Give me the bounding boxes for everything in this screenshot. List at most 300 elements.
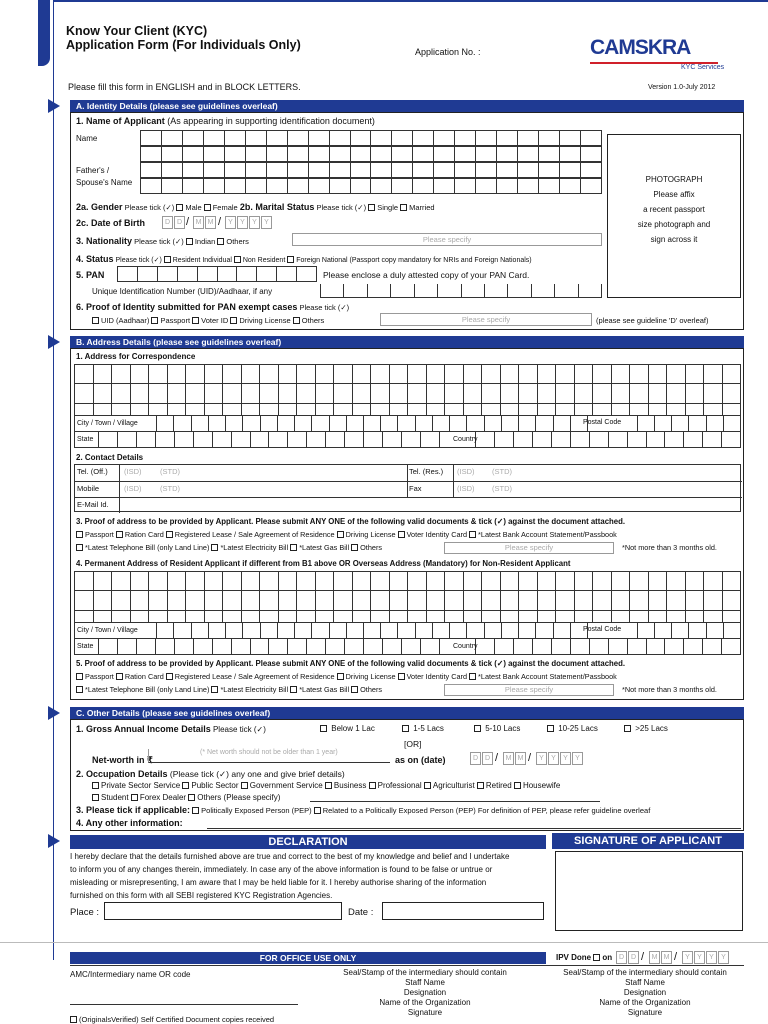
left-accent-bar: [38, 0, 50, 66]
poi-others-checkbox[interactable]: [293, 317, 300, 324]
occ-others-cb[interactable]: [188, 794, 195, 801]
name-label: Name: [76, 134, 98, 143]
name-grid-1[interactable]: [140, 130, 602, 146]
date-input[interactable]: [382, 902, 544, 920]
seal2-signature: Signature: [627, 1008, 663, 1017]
income-opt-1: [320, 724, 375, 733]
office-title: FOR OFFICE USE ONLY: [259, 953, 357, 963]
fax-isd[interactable]: (ISD): [457, 484, 475, 493]
occ-row: [76, 769, 345, 780]
occ-retired-cb[interactable]: [477, 782, 484, 789]
income-opt-2: [402, 724, 444, 733]
postal1-label: Postal Code: [583, 419, 622, 426]
or-text: [OR]: [404, 739, 422, 749]
nationality-label: 3. Nationality: [76, 236, 133, 246]
mobile-isd[interactable]: (ISD): [124, 484, 142, 493]
name-grid-2[interactable]: [140, 146, 602, 162]
amc-label: AMC/Intermediary name OR code: [70, 970, 191, 979]
pep-note: For definition of PEP, please refer guideline overleaf: [477, 806, 651, 815]
decl-line-3: misleading or misrepresenting, I am aware that I may be held liable for it. I hereby authorise sharing of the information: [70, 878, 487, 887]
ipv-on: on: [602, 953, 613, 962]
ipv-m1: M: [649, 951, 660, 964]
p3-ration: Ration Card: [124, 530, 164, 539]
city1-label: City / Town / Village: [77, 420, 138, 427]
address2-grid-1[interactable]: [74, 571, 741, 591]
male-label: Male: [185, 203, 202, 212]
occ-label: 2. Occupation Details: [76, 769, 168, 779]
seal2-org: Name of the Organization: [599, 998, 691, 1007]
income-4: 10-25 Lacs: [558, 724, 598, 733]
asof-m2: M: [515, 752, 526, 765]
declaration-arrow-icon: [48, 834, 60, 848]
office-header: [70, 952, 546, 964]
occ-student: Student: [101, 793, 129, 802]
ipv-d1: D: [616, 951, 627, 964]
section-c-arrow-icon: [48, 706, 60, 720]
mobile-label: Mobile: [77, 484, 100, 493]
originals-text: (OriginalsVerified) Self Certified Document copies received: [79, 1015, 275, 1024]
nonresident-label: Non Resident: [242, 257, 286, 264]
asof-slash-1: /: [495, 752, 499, 764]
as-on-label: as on (date): [395, 755, 446, 765]
poi-dl-checkbox[interactable]: [230, 317, 237, 324]
p5-elec-cb[interactable]: [211, 686, 218, 693]
fax-std[interactable]: (STD): [492, 484, 512, 493]
female-label: Female: [212, 203, 238, 212]
asof-m1: M: [503, 752, 514, 765]
q6-tick: Please tick (✓): [299, 303, 350, 312]
poi-specify-input[interactable]: [380, 313, 592, 326]
seal1-signature: Signature: [407, 1008, 443, 1017]
application-no-input[interactable]: [490, 44, 580, 58]
dob-d1: D: [162, 216, 173, 229]
gender-tick-note: Please tick (✓): [124, 203, 175, 212]
p5-bank: *Latest Bank Account Statement/Passbook: [478, 672, 617, 681]
occ-student-cb[interactable]: [92, 794, 99, 801]
p3-elec: *Latest Electricity Bill: [220, 543, 289, 552]
dob-slash-2: /: [218, 216, 222, 228]
poi-dl-label: Driving License: [239, 316, 291, 325]
poi-note: (please see guideline 'D' overleaf): [596, 316, 709, 325]
q1-label: 1. Name of Applicant (As appearing in supporting identification document): [76, 116, 375, 126]
state1-label: State: [77, 436, 94, 443]
place-label: Place :: [70, 907, 100, 918]
indian-label: Indian: [194, 237, 216, 246]
proof5-specify-input[interactable]: [444, 684, 614, 696]
gender-label: 2a. Gender: [76, 202, 123, 212]
status-tick: Please tick (✓): [115, 257, 162, 264]
address1-grid-1[interactable]: [74, 364, 741, 384]
ipv-day[interactable]: [616, 951, 640, 964]
tel-res-label: Tel. (Res.): [409, 467, 444, 476]
proof5-row2: [76, 685, 382, 694]
proof3-row2: [76, 543, 382, 552]
occ-professional-cb[interactable]: [369, 782, 376, 789]
p3-others-cb[interactable]: [351, 544, 358, 551]
father-label-1: Father's /: [76, 166, 110, 175]
city1-grid[interactable]: [74, 416, 741, 432]
ipv-y2: Y: [694, 951, 705, 964]
address2-grid-2[interactable]: [74, 591, 741, 611]
signature-header: [552, 833, 744, 849]
p3-tel: *Latest Telephone Bill (only Land Line): [85, 543, 210, 552]
resident-label: Resident Individual: [172, 257, 232, 264]
ipv-text: IPV Done: [556, 953, 592, 962]
networth-placeholder: (* Net worth should not be older than 1 year): [200, 749, 338, 756]
occ-note: (Please tick (✓) any one and give brief details): [169, 769, 345, 779]
income-5-cb[interactable]: [624, 725, 631, 732]
income-row: [76, 724, 266, 734]
pep-row: [76, 805, 650, 815]
p3-passport-cb[interactable]: [76, 531, 83, 538]
p5-dl: Driving License: [345, 672, 396, 681]
occ-agri-cb[interactable]: [424, 782, 431, 789]
photo-line-3: size photograph and: [637, 220, 711, 229]
p5-elec: *Latest Electricity Bill: [220, 685, 289, 694]
instruction-text: Please fill this form in ENGLISH and in BLOCK LETTERS.: [68, 82, 301, 92]
male-checkbox[interactable]: [176, 204, 183, 211]
p3-dl: Driving License: [345, 530, 396, 539]
nationality-row: [76, 236, 249, 246]
father-grid-1[interactable]: [140, 162, 602, 178]
proof3-row1: [76, 530, 617, 539]
status-label: 4. Status: [76, 254, 114, 264]
ipv-m2: M: [661, 951, 672, 964]
ipv-month[interactable]: [649, 951, 673, 964]
dob-y1: Y: [225, 216, 236, 229]
amc-input[interactable]: [70, 1004, 298, 1005]
p5-others: Others: [360, 685, 383, 694]
asof-y3: Y: [560, 752, 571, 765]
dob-y4: Y: [261, 216, 272, 229]
others-nat-label: Others: [226, 237, 249, 246]
status-row: [76, 254, 532, 264]
p3-voter-cb[interactable]: [398, 531, 405, 538]
p3-lease: Registered Lease / Sale Agreement of Residence: [174, 530, 335, 539]
poi-specify-ph: Please specify: [461, 315, 511, 324]
income-opt-4: [547, 724, 598, 733]
income-5: >25 Lacs: [635, 724, 668, 733]
occ-row1: [92, 781, 560, 790]
asof-day[interactable]: [470, 752, 494, 765]
p3-elec-cb[interactable]: [211, 544, 218, 551]
pep1: Politically Exposed Person (PEP): [201, 806, 312, 815]
p5-bank-cb[interactable]: [469, 673, 476, 680]
poi-row: [92, 316, 324, 325]
email-label: E-Mail Id.: [77, 500, 109, 509]
income-4-cb[interactable]: [547, 725, 554, 732]
photograph-box[interactable]: [607, 134, 741, 298]
p5-gas: *Latest Gas Bill: [299, 685, 350, 694]
seal2-staff: Staff Name: [625, 978, 665, 987]
seal1-designation: Designation: [403, 988, 447, 997]
seal2-designation: Designation: [623, 988, 667, 997]
ipv-checkbox[interactable]: [593, 954, 600, 961]
p5-passport: Passport: [85, 672, 114, 681]
declaration-title: DECLARATION: [268, 836, 348, 848]
application-no-label: Application No. :: [415, 47, 481, 57]
pep2-cb[interactable]: [314, 807, 321, 814]
dob-m2: M: [205, 216, 216, 229]
q6-label: 6. Proof of Identity submitted for PAN exempt cases: [76, 302, 298, 312]
mobile-std[interactable]: (STD): [160, 484, 180, 493]
other-info-input[interactable]: [207, 828, 741, 829]
p3-dl-cb[interactable]: [337, 531, 344, 538]
decl-line-2: to inform you of any changes therein, immediately. In case any of the above information is found to be false or untrue or: [70, 865, 493, 874]
asof-y2: Y: [548, 752, 559, 765]
left-accent-line: [53, 0, 54, 960]
form-title-line1: Know Your Client (KYC): [66, 24, 208, 38]
dob-y3: Y: [249, 216, 260, 229]
poi-others-label: Others: [301, 316, 325, 325]
pan-label: 5. PAN: [76, 270, 105, 280]
occ-public: Public Sector: [191, 781, 239, 790]
poi-passport-label: Passport: [160, 316, 191, 325]
signature-title: SIGNATURE OF APPLICANT: [574, 835, 722, 847]
indian-checkbox[interactable]: [186, 238, 193, 245]
photo-title: PHOTOGRAPH: [645, 175, 703, 184]
office-divider: [0, 942, 768, 943]
pep2: Related to a Politically Exposed Person (PEP): [322, 806, 476, 815]
occ-private-cb[interactable]: [92, 782, 99, 789]
nationality-tick: Please tick (✓): [134, 237, 184, 246]
income-opt-3: [474, 724, 520, 733]
others-nat-checkbox[interactable]: [217, 238, 224, 245]
marital-label: 2b. Marital Status: [239, 202, 315, 212]
p5-ration: Ration Card: [124, 672, 164, 681]
p5-passport-cb[interactable]: [76, 673, 83, 680]
dob-m1: M: [193, 216, 204, 229]
originals-row: [70, 1015, 274, 1024]
p3-voter: Voter Identity Card: [406, 530, 468, 539]
uid-label: Unique Identification Number (UID)/Aadhaar, if any: [92, 287, 273, 296]
proof3-specify-ph: Please specify: [504, 543, 554, 552]
ipv-y3: Y: [706, 951, 717, 964]
nonresident-checkbox[interactable]: [234, 256, 241, 263]
dob-day[interactable]: [162, 216, 186, 229]
dob-label: 2c. Date of Birth: [76, 218, 146, 228]
p3-lease-cb[interactable]: [166, 531, 173, 538]
asof-y1: Y: [536, 752, 547, 765]
occ-business-cb[interactable]: [325, 782, 332, 789]
dob-d2: D: [174, 216, 185, 229]
occ-housewife-cb[interactable]: [514, 782, 521, 789]
nationality-specify-input[interactable]: [292, 233, 602, 246]
income-3: 5-10 Lacs: [485, 724, 521, 733]
networth-label: Net-worth in ₹: [92, 755, 153, 765]
ipv-y1: Y: [682, 951, 693, 964]
single-label: Single: [377, 203, 399, 212]
city2-grid[interactable]: [74, 623, 741, 639]
asof-year[interactable]: [536, 752, 584, 765]
p3-gas: *Latest Gas Bill: [299, 543, 350, 552]
income-1-cb[interactable]: [320, 725, 327, 732]
dob-y2: Y: [237, 216, 248, 229]
poi-voter-label: Voter ID: [201, 316, 229, 325]
photo-line-2: a recent passport: [643, 205, 705, 214]
section-b-header: B. Address Details (please see guidelines overleaf): [70, 336, 744, 348]
occ-business: Business: [333, 781, 367, 790]
contact-label: 2. Contact Details: [76, 453, 144, 462]
married-label: Married: [409, 203, 435, 212]
proof3-specify-input[interactable]: [444, 542, 614, 554]
b1-label: 1. Address for Correspondence: [76, 352, 196, 361]
other-info-label: 4. Any other information:: [76, 818, 183, 828]
tel-res-std[interactable]: (STD): [492, 467, 512, 476]
form-title-line2: Application Form (For Individuals Only): [66, 38, 301, 52]
occ-retired: Retired: [485, 781, 512, 790]
date-label: Date :: [348, 907, 374, 918]
poi-uid-label: UID (Aadhaar): [101, 316, 150, 325]
foreign-label: Foreign National (Passport copy mandatory for NRIs and Foreign Nationals): [296, 257, 532, 264]
seal1-org: Name of the Organization: [379, 998, 471, 1007]
place-input[interactable]: [104, 902, 342, 920]
proof3-note: *Not more than 3 months old.: [622, 543, 717, 552]
p5-tel: *Latest Telephone Bill (only Land Line): [85, 685, 210, 694]
section-a-arrow-icon: [48, 99, 60, 113]
occ-forex: Forex Dealer: [139, 793, 187, 802]
income-opt-5: [624, 724, 668, 733]
p5-others-cb[interactable]: [351, 686, 358, 693]
photo-line-4: sign across it: [650, 235, 698, 244]
tel-res-isd[interactable]: (ISD): [457, 467, 475, 476]
female-checkbox[interactable]: [204, 204, 211, 211]
income-tick: Please tick (✓): [212, 725, 266, 734]
p5-voter: Voter Identity Card: [406, 672, 468, 681]
proof5-specify-ph: Please specify: [504, 685, 554, 694]
p5-lease: Registered Lease / Sale Agreement of Residence: [174, 672, 335, 681]
p3-passport: Passport: [85, 530, 114, 539]
occ-forex-cb[interactable]: [131, 794, 138, 801]
p5-voter-cb[interactable]: [398, 673, 405, 680]
poi-uid-checkbox[interactable]: [92, 317, 99, 324]
signature-box[interactable]: [555, 851, 743, 931]
originals-cb[interactable]: [70, 1016, 77, 1023]
section-a-header: A. Identity Details (please see guidelines overleaf): [70, 100, 744, 112]
ipv-label: [556, 953, 612, 962]
pan-note: Please enclose a duly attested copy of your PAN Card.: [323, 270, 530, 280]
address1-grid-3[interactable]: [74, 404, 741, 416]
married-checkbox[interactable]: [400, 204, 407, 211]
q6-row: [76, 302, 349, 312]
uid-grid[interactable]: [320, 284, 602, 298]
asof-slash-2: /: [528, 752, 532, 764]
p5-lease-cb[interactable]: [166, 673, 173, 680]
p5-dl-cb[interactable]: [337, 673, 344, 680]
b4-label: 4. Permanent Address of Resident Applicant if different from B1 above OR Overseas Address (Mandatory) for Non-Resident Applicant: [76, 559, 571, 568]
asof-d1: D: [470, 752, 481, 765]
seal2-title: Seal/Stamp of the intermediary should contain: [563, 968, 727, 977]
resident-checkbox[interactable]: [164, 256, 171, 263]
income-2-cb[interactable]: [402, 725, 409, 732]
address1-grid-2[interactable]: [74, 384, 741, 404]
proof5-label: 5. Proof of address to be provided by Applicant. Please submit ANY ONE of the following valid documents & tick (✓) against the document attached.: [76, 659, 626, 668]
father-grid-2[interactable]: [140, 178, 602, 194]
state2-grid[interactable]: [74, 639, 741, 655]
p3-others: Others: [360, 543, 383, 552]
occ-others-input[interactable]: [310, 801, 600, 802]
foreign-checkbox[interactable]: [287, 256, 294, 263]
single-checkbox[interactable]: [368, 204, 375, 211]
pep1-cb[interactable]: [192, 807, 199, 814]
dob-year[interactable]: [225, 216, 273, 229]
marital-tick-note: Please tick (✓): [316, 203, 367, 212]
logo-subtitle: KYC Services: [681, 64, 725, 71]
state1-grid[interactable]: [74, 432, 741, 448]
dob-slash-1: /: [186, 216, 190, 228]
city2-label: City / Town / Village: [77, 627, 138, 634]
occ-public-cb[interactable]: [182, 782, 189, 789]
occ-private: Private Sector Service: [101, 781, 181, 790]
version-text: Version 1.0-July 2012: [648, 84, 716, 91]
p3-bank: *Latest Bank Account Statement/Passbook: [478, 530, 617, 539]
pan-grid[interactable]: [117, 266, 317, 282]
father-label-2: Spouse's Name: [76, 178, 133, 187]
income-3-cb[interactable]: [474, 725, 481, 732]
p3-tel-cb[interactable]: [76, 544, 83, 551]
p3-gas-cb[interactable]: [290, 544, 297, 551]
occ-professional: Professional: [377, 781, 422, 790]
declaration-header: [70, 835, 546, 849]
photo-line-1: Please affix: [653, 190, 695, 199]
decl-line-4: furnished on this form with all SEBI registered KYC Registration Agencies.: [70, 891, 333, 900]
tel-off-std[interactable]: (STD): [160, 467, 180, 476]
tel-off-isd[interactable]: (ISD): [124, 467, 142, 476]
section-c-header: C. Other Details (please see guidelines overleaf): [70, 707, 744, 719]
postal2-label: Postal Code: [583, 626, 622, 633]
occ-housewife: Housewife: [522, 781, 561, 790]
gender-row: [76, 202, 435, 212]
p5-gas-cb[interactable]: [290, 686, 297, 693]
p3-ration-cb[interactable]: [116, 531, 123, 538]
occ-agri: Agriculturist: [432, 781, 475, 790]
occ-govt: Government Service: [249, 781, 323, 790]
camskra-logo: CAMSKRA: [590, 36, 691, 59]
state2-label: State: [77, 643, 94, 650]
seal1-title: Seal/Stamp of the intermediary should contain: [343, 968, 507, 977]
pep-label: 3. Please tick if applicable:: [76, 805, 191, 815]
address2-grid-3[interactable]: [74, 611, 741, 623]
occ-govt-cb[interactable]: [241, 782, 248, 789]
ipv-slash-2: /: [674, 951, 678, 963]
asof-d2: D: [482, 752, 493, 765]
ipv-d2: D: [628, 951, 639, 964]
nationality-specify-ph: Please specify: [422, 235, 472, 244]
proof5-note: *Not more than 3 months old.: [622, 685, 717, 694]
proof3-label: 3. Proof of address to be provided by Applicant. Please submit ANY ONE of the following valid documents & tick (✓) against the document attached.: [76, 517, 626, 526]
p5-ration-cb[interactable]: [116, 673, 123, 680]
income-2: 1-5 Lacs: [413, 724, 444, 733]
dob-month[interactable]: [193, 216, 217, 229]
country1-label: Country: [453, 436, 478, 443]
fax-label: Fax: [409, 484, 422, 493]
seal-box-2: [545, 968, 745, 1018]
decl-line-1: I hereby declare that the details furnished above are true and correct to the best of my knowledge and belief and I undertake: [70, 852, 510, 861]
poi-passport-checkbox[interactable]: [151, 317, 158, 324]
section-b-arrow-icon: [48, 335, 60, 349]
ipv-y4: Y: [718, 951, 729, 964]
seal-box-1: [310, 968, 540, 1018]
p3-bank-cb[interactable]: [469, 531, 476, 538]
asof-month[interactable]: [503, 752, 527, 765]
poi-voter-checkbox[interactable]: [192, 317, 199, 324]
office-top-rule: [70, 965, 744, 966]
p5-tel-cb[interactable]: [76, 686, 83, 693]
seal1-staff: Staff Name: [405, 978, 445, 987]
proof5-row1: [76, 672, 617, 681]
ipv-year[interactable]: [682, 951, 730, 964]
income-label: 1. Gross Annual Income Details: [76, 724, 211, 734]
